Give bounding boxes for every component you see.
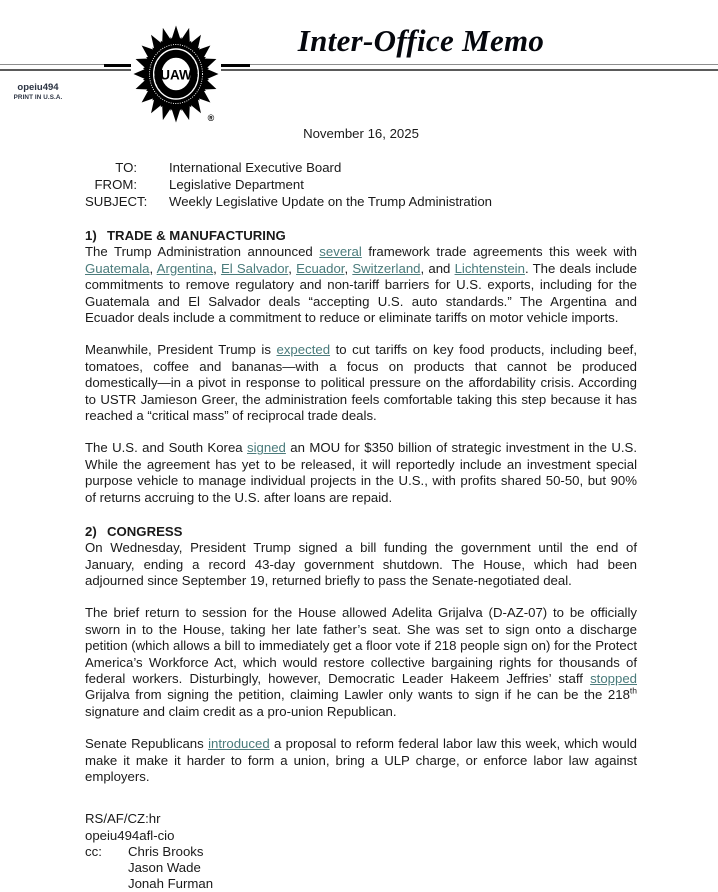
memo-title: Inter-Office Memo — [297, 23, 545, 58]
inline-link[interactable]: Guatemala — [85, 260, 150, 276]
paragraph — [85, 736, 637, 785]
section-heading — [85, 523, 637, 540]
inline-link[interactable]: several — [319, 244, 362, 260]
to-value: International Executive Board — [169, 160, 342, 176]
to-label: TO: — [115, 160, 137, 176]
text-run: On Wednesday, President Trump signed a bill funding the government until the end of January, ending a record 43-day government shutdown. The House, which had been adjourned since September 19, returned briefly to pass the Senate-negotiated deal. — [85, 540, 637, 588]
print-in-usa-label: PRINT IN U.S.A. — [13, 94, 63, 101]
registered-trademark-symbol: ® — [207, 113, 215, 123]
text-run: signature and claim credit as a pro-union Republican. — [85, 703, 397, 719]
text-run: The brief return to session for the House allowed Adelita Grijalva (D-AZ-07) to be officially sworn in to the House, taking her late father’s seat. She was set to sign onto a discharge petition (which allows a bill to immediately get a floor vote if 218 people sign on) for the Protect America’s Workforce Act, which would restore collective bargaining rights for thousands of federal workers. Disturbingly, however, Democratic Leader Hakeem Jeffries’ staff — [85, 605, 637, 686]
text-run: an MOU for $350 billion of strategic investment in the U.S. While the agreement has yet to be released, it will reportedly include an investment special purpose vehicle to manage individual projects in the U.S., with profits shared 50-50, but 90% of returns accruing to the U.S. after loans are repaid. — [85, 440, 637, 505]
section-title: CONGRESS — [107, 524, 183, 540]
uaw-logo — [131, 22, 221, 126]
field-subject — [85, 193, 637, 210]
section-number: 1) — [85, 228, 97, 244]
subject-value: Weekly Legislative Update on the Trump Administration — [169, 194, 493, 210]
field-to — [85, 159, 637, 176]
inline-link[interactable]: Lichtenstein — [454, 260, 525, 276]
inline-link[interactable]: El Salvador — [220, 260, 289, 276]
typist-initials: RS/AF/CZ:hr — [85, 811, 161, 827]
text-run: , — [344, 260, 353, 276]
subject-label: SUBJECT: — [85, 194, 148, 210]
memo-footer — [85, 811, 637, 892]
inline-link[interactable]: Ecuador — [296, 260, 345, 276]
inline-link[interactable]: signed — [247, 440, 286, 456]
print-union-stamp — [6, 82, 70, 102]
text-run: , and — [420, 260, 455, 276]
text-run: framework trade agreements this week with — [361, 244, 637, 260]
cc-name: Jonah Furman — [128, 876, 214, 892]
paragraph — [85, 440, 637, 506]
superscript-text: th — [629, 685, 637, 696]
text-run: . The deals include commitments to remove regulatory and non-tariff barriers for U.S. exports, including for the Guatemala and El Salvador deals “accepting U.S. auto standards.” The Argentina and Ecuador deals include a commitment to reduce or eliminate tariffs on motor vehicle imports. — [85, 260, 638, 326]
memo-body — [85, 120, 637, 892]
cc-name: Chris Brooks — [128, 843, 204, 859]
inline-link[interactable]: stopped — [590, 670, 637, 686]
text-run: Meanwhile, President Trump is — [85, 342, 277, 358]
text-run: Grijalva from signing the petition, claiming Lawler only wants to sign if he can be the 218 — [85, 687, 630, 703]
from-value: Legislative Department — [169, 177, 304, 193]
section-number: 2) — [85, 524, 97, 540]
text-run: , — [149, 260, 157, 276]
cc-label: cc: — [85, 843, 102, 859]
paragraph — [85, 342, 637, 424]
text-run: , — [288, 260, 297, 276]
sections — [85, 227, 637, 785]
from-label: FROM: — [94, 177, 137, 193]
text-run: , — [213, 260, 221, 276]
header-fields — [85, 159, 637, 210]
union-bug-line: opeiu494afl-cio — [85, 827, 175, 843]
cc-names — [128, 844, 213, 892]
opeiu-label: opeiu494 — [17, 82, 59, 93]
cc-name: Jason Wade — [128, 859, 201, 875]
inline-link[interactable]: Switzerland — [352, 260, 421, 276]
text-run: The U.S. and South Korea — [85, 440, 248, 456]
uaw-logo-letters: UAW — [160, 67, 192, 83]
paragraph — [85, 540, 637, 589]
text-run: The Trump Administration announced — [85, 244, 320, 260]
paragraph — [85, 605, 637, 720]
section-heading — [85, 227, 637, 244]
section-title: TRADE & MANUFACTURING — [107, 228, 286, 244]
cc-block — [85, 844, 637, 892]
paragraph — [85, 244, 637, 326]
text-run: to cut tariffs on key food products, including beef, tomatoes, coffee and bananas—with a focus on products that cannot be produced domestically—in a pivot in response to political pressure on the affordability crisis. According to USTR Jamieson Greer, the administration feels comfortable taking this step because it has reached a “critical mass” of reciprocal trade deals. — [85, 342, 638, 424]
uaw-wheel-svg — [131, 22, 221, 126]
inline-link[interactable]: expected — [276, 342, 331, 358]
inline-link[interactable]: introduced — [208, 736, 270, 752]
text-run: a proposal to reform federal labor law this week, which would make it make it harder to form a union, bring a ULP charge, or enforce labor law against employers. — [85, 736, 638, 784]
text-run: Senate Republicans — [85, 736, 209, 752]
inline-link[interactable]: Argentina — [156, 260, 214, 276]
field-from — [85, 176, 637, 193]
memo-date: November 16, 2025 — [303, 126, 419, 141]
